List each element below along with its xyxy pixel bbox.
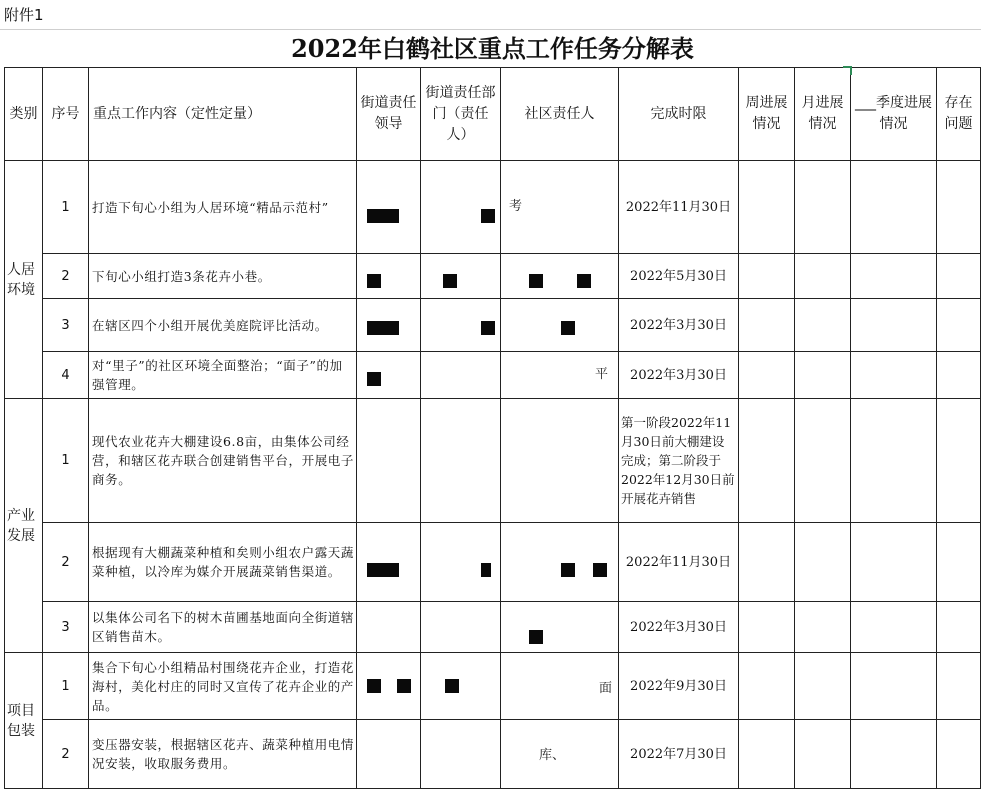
street-dept-cell xyxy=(421,254,501,299)
street-dept-cell xyxy=(421,161,501,254)
header-content: 重点工作内容（定性定量） xyxy=(89,68,357,161)
community-person-cell xyxy=(501,399,619,523)
street-leader-cell xyxy=(357,720,421,789)
seq-cell: 1 xyxy=(43,161,89,254)
content-cell: 打造下旬心小组为人居环境“精品示范村” xyxy=(89,161,357,254)
seq-cell: 2 xyxy=(43,720,89,789)
category-cell: 人居环境 xyxy=(5,161,43,399)
header-deadline: 完成时限 xyxy=(619,68,739,161)
deadline-cell: 2022年9月30日 xyxy=(619,653,739,720)
deadline-cell: 2022年11月30日 xyxy=(619,523,739,602)
street-leader-cell xyxy=(357,602,421,653)
weekly-cell xyxy=(739,523,795,602)
street-leader-cell xyxy=(357,352,421,399)
table-row xyxy=(5,352,981,399)
community-person-cell xyxy=(501,254,619,299)
attachment-label: 附件1 xyxy=(0,0,981,30)
cell-comment-marker xyxy=(843,66,852,75)
street-dept-cell xyxy=(421,299,501,352)
weekly-cell xyxy=(739,352,795,399)
weekly-cell xyxy=(739,653,795,720)
deadline-cell: 2022年5月30日 xyxy=(619,254,739,299)
deadline-cell: 2022年7月30日 xyxy=(619,720,739,789)
content-cell: 下旬心小组打造3条花卉小巷。 xyxy=(89,254,357,299)
quarterly-cell xyxy=(851,720,937,789)
content-cell: 对“里子”的社区环境全面整治；“面子”的加强管理。 xyxy=(89,352,357,399)
street-leader-cell xyxy=(357,299,421,352)
redaction-fragment: 考 xyxy=(509,199,523,214)
content-cell: 根据现有大棚蔬菜种植和矣则小组农户露天蔬菜种植，以冷库为媒介开展蔬菜销售渠道。 xyxy=(89,523,357,602)
header-category: 类别 xyxy=(5,68,43,161)
street-dept-cell xyxy=(421,523,501,602)
monthly-cell xyxy=(795,602,851,653)
street-dept-cell xyxy=(421,720,501,789)
monthly-cell xyxy=(795,399,851,523)
street-leader-cell xyxy=(357,653,421,720)
table-row xyxy=(5,602,981,653)
community-person-cell xyxy=(501,602,619,653)
street-leader-cell xyxy=(357,161,421,254)
header-row xyxy=(5,68,981,161)
quarterly-cell xyxy=(851,523,937,602)
table-row xyxy=(5,523,981,602)
header-issues: 存在问题 xyxy=(937,68,981,161)
content-cell: 现代农业花卉大棚建设6.8亩，由集体公司经营，和辖区花卉联合创建销售平台，开展电子商务。 xyxy=(89,399,357,523)
issues-cell xyxy=(937,352,981,399)
quarterly-cell xyxy=(851,299,937,352)
page-title: 2022年白鹤社区重点工作任务分解表 xyxy=(291,34,694,63)
seq-cell: 2 xyxy=(43,523,89,602)
issues-cell xyxy=(937,523,981,602)
table-row xyxy=(5,299,981,352)
issues-cell xyxy=(937,720,981,789)
community-person-cell xyxy=(501,523,619,602)
weekly-cell xyxy=(739,161,795,254)
seq-cell: 4 xyxy=(43,352,89,399)
table-row xyxy=(5,653,981,720)
seq-cell: 2 xyxy=(43,254,89,299)
category-cell: 项目包装 xyxy=(5,653,43,789)
table-row xyxy=(5,399,981,523)
weekly-cell xyxy=(739,602,795,653)
deadline-cell: 2022年3月30日 xyxy=(619,299,739,352)
monthly-cell xyxy=(795,653,851,720)
deadline-cell: 2022年3月30日 xyxy=(619,352,739,399)
content-cell: 集合下旬心小组精品村围绕花卉企业，打造花海村，美化村庄的同时又宣传了花卉企业的产品。 xyxy=(89,653,357,720)
issues-cell xyxy=(937,653,981,720)
monthly-cell xyxy=(795,352,851,399)
issues-cell xyxy=(937,299,981,352)
deadline-cell: 第一阶段2022年11月30日前大棚建设完成；第二阶段于2022年12月30日前开展花卉销售 xyxy=(619,399,739,523)
quarterly-cell xyxy=(851,161,937,254)
content-cell: 变压器安装，根据辖区花卉、蔬菜种植用电情况安装，收取服务费用。 xyxy=(89,720,357,789)
category-cell: 产业发展 xyxy=(5,399,43,653)
header-seq: 序号 xyxy=(43,68,89,161)
quarterly-cell xyxy=(851,602,937,653)
weekly-cell xyxy=(739,720,795,789)
quarterly-cell xyxy=(851,653,937,720)
street-leader-cell xyxy=(357,254,421,299)
street-dept-cell xyxy=(421,352,501,399)
community-person-cell xyxy=(501,653,619,720)
quarterly-cell xyxy=(851,399,937,523)
street-leader-cell xyxy=(357,399,421,523)
monthly-cell xyxy=(795,720,851,789)
deadline-cell: 2022年11月30日 xyxy=(619,161,739,254)
redaction-fragment: 平 xyxy=(595,367,609,382)
quarterly-cell xyxy=(851,352,937,399)
deadline-cell: 2022年3月30日 xyxy=(619,602,739,653)
issues-cell xyxy=(937,161,981,254)
monthly-cell xyxy=(795,161,851,254)
monthly-cell xyxy=(795,254,851,299)
table-row xyxy=(5,161,981,254)
header-community-person: 社区责任人 xyxy=(501,68,619,161)
seq-cell: 1 xyxy=(43,653,89,720)
header-quarterly: ___季度进展情况 xyxy=(851,68,937,161)
street-dept-cell xyxy=(421,653,501,720)
community-person-cell xyxy=(501,299,619,352)
weekly-cell xyxy=(739,299,795,352)
table-row xyxy=(5,720,981,789)
community-person-cell xyxy=(501,352,619,399)
seq-cell: 1 xyxy=(43,399,89,523)
header-weekly: 周进展情况 xyxy=(739,68,795,161)
community-person-cell xyxy=(501,161,619,254)
seq-cell: 3 xyxy=(43,299,89,352)
redaction-fragment: 库、 xyxy=(539,748,566,763)
table-row xyxy=(5,254,981,299)
monthly-cell xyxy=(795,299,851,352)
issues-cell xyxy=(937,602,981,653)
quarterly-cell xyxy=(851,254,937,299)
issues-cell xyxy=(937,254,981,299)
weekly-cell xyxy=(739,254,795,299)
monthly-cell xyxy=(795,523,851,602)
task-table xyxy=(4,67,981,789)
content-cell: 在辖区四个小组开展优美庭院评比活动。 xyxy=(89,299,357,352)
header-street-leader: 街道责任领导 xyxy=(357,68,421,161)
street-leader-cell xyxy=(357,523,421,602)
issues-cell xyxy=(937,399,981,523)
street-dept-cell xyxy=(421,399,501,523)
weekly-cell xyxy=(739,399,795,523)
seq-cell: 3 xyxy=(43,602,89,653)
street-dept-cell xyxy=(421,602,501,653)
header-monthly: 月进展情况 xyxy=(795,68,851,161)
content-cell: 以集体公司名下的树木苗圃基地面向全街道辖区销售苗木。 xyxy=(89,602,357,653)
header-street-dept: 街道责任部门（责任人） xyxy=(421,68,501,161)
redaction-fragment: 面 xyxy=(599,681,613,696)
community-person-cell xyxy=(501,720,619,789)
